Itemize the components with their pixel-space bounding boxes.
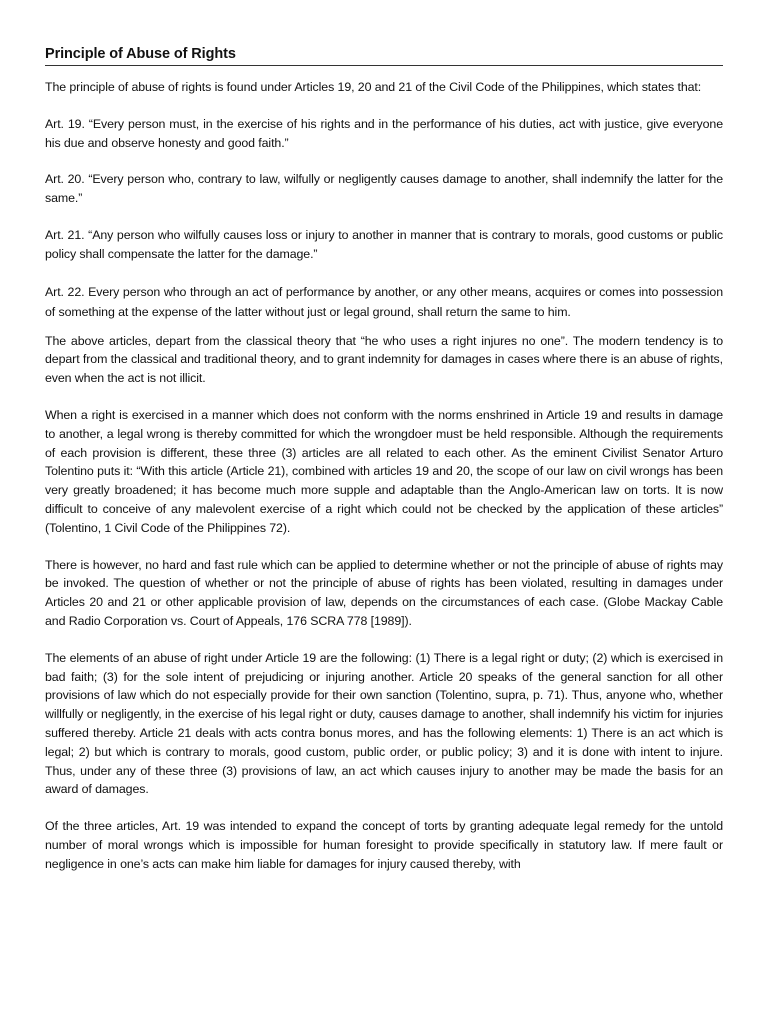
paragraph-norms-article-19: When a right is exercised in a manner which does not conform with the norms enshrined in Article 19 and results in damage to another, a legal wrong is thereby committed for which the wrongdoer must be held responsible. Although the requirements of each provision is different, these three (3) articles are all related to each other. As the eminent Civilist Senator Arturo Tolentino puts it: “With this article (Article 21), combined with articles 19 and 20, the scope of our law on civil wrongs has been very greatly broadened; it has become much more supple and adaptable than the Anglo-American law on torts. It is now difficult to conceive of any malevolent exercise of a right which could not be checked by the application of these articles” (Tolentino, 1 Civil Code of the Philippines 72). xyxy=(45,407,723,535)
paragraph-no-hard-rule: There is however, no hard and fast rule which can be applied to determine whether or not the principle of abuse of rights may be invoked. The question of whether or not the principle of abuse of rights has been violated, resulting in damages under Articles 20 and 21 or other applicable provision of law, depends on the circumstances of each case. (Globe Mackay Cable and Radio Corporation vs. Court of Appeals, 176 SCRA 778 [1989]). xyxy=(45,557,723,628)
page-title: Principle of Abuse of Rights xyxy=(45,46,723,66)
document-body xyxy=(45,78,723,874)
paragraph-art-19: Art. 19. “Every person must, in the exercise of his rights and in the performance of his duties, act with justice, give everyone his due and observe honesty and good faith.” xyxy=(45,116,723,150)
paragraph-art-22: Art. 22. Every person who through an act of performance by another, or any other means, acquires or comes into possession of something at the expense of the latter without just or legal ground, shall return the same to him. xyxy=(45,284,723,319)
paragraph-art-21: Art. 21. “Any person who wilfully causes loss or injury to another in manner that is contrary to morals, good customs or public policy shall compensate the latter for the damage.” xyxy=(45,227,723,261)
paragraph-elements: The elements of an abuse of right under Article 19 are the following: (1) There is a legal right or duty; (2) which is exercised in bad faith; (3) for the sole intent of prejudicing or injuring another. Article 20 speaks of the general sanction for all other provisions of law which do not especially provide for their own sanction (Tolentino, supra, p. 71). Thus, anyone who, whether willfully or negligently, in the exercise of his legal right or duty, causes damage to another, shall indemnify his victim for injuries suffered thereby. Article 21 deals with acts contra bonus mores, and has the following elements: 1) There is an act which is legal; 2) but which is contrary to morals, good custom, public order, or public policy; 3) and it is done with intent to injure. Thus, under any of these three (3) provisions of law, an act which causes injury to another may be made the basis for an award of damages. xyxy=(45,650,723,797)
paragraph-classical-theory: The above articles, depart from the classical theory that “he who uses a right injures no one”. The modern tendency is to depart from the classical and traditional theory, and to grant indemnity for damages in cases where there is an abuse of rights, even when the act is not illicit. xyxy=(45,333,723,386)
paragraph-art-20: Art. 20. “Every person who, contrary to law, wilfully or negligently causes damage to another, shall indemnify the latter for the same.” xyxy=(45,172,723,206)
paragraph-intro: The principle of abuse of rights is found under Articles 19, 20 and 21 of the Civil Code of the Philippines, which states that: xyxy=(45,80,702,94)
paragraph-three-articles: Of the three articles, Art. 19 was intended to expand the concept of torts by granting adequate legal remedy for the untold number of moral wrongs which is impossible for human foresight to provide specifically in statutory law. If mere fault or negligence in one’s acts can make him liable for damages for injury caused thereby, with xyxy=(45,819,723,871)
